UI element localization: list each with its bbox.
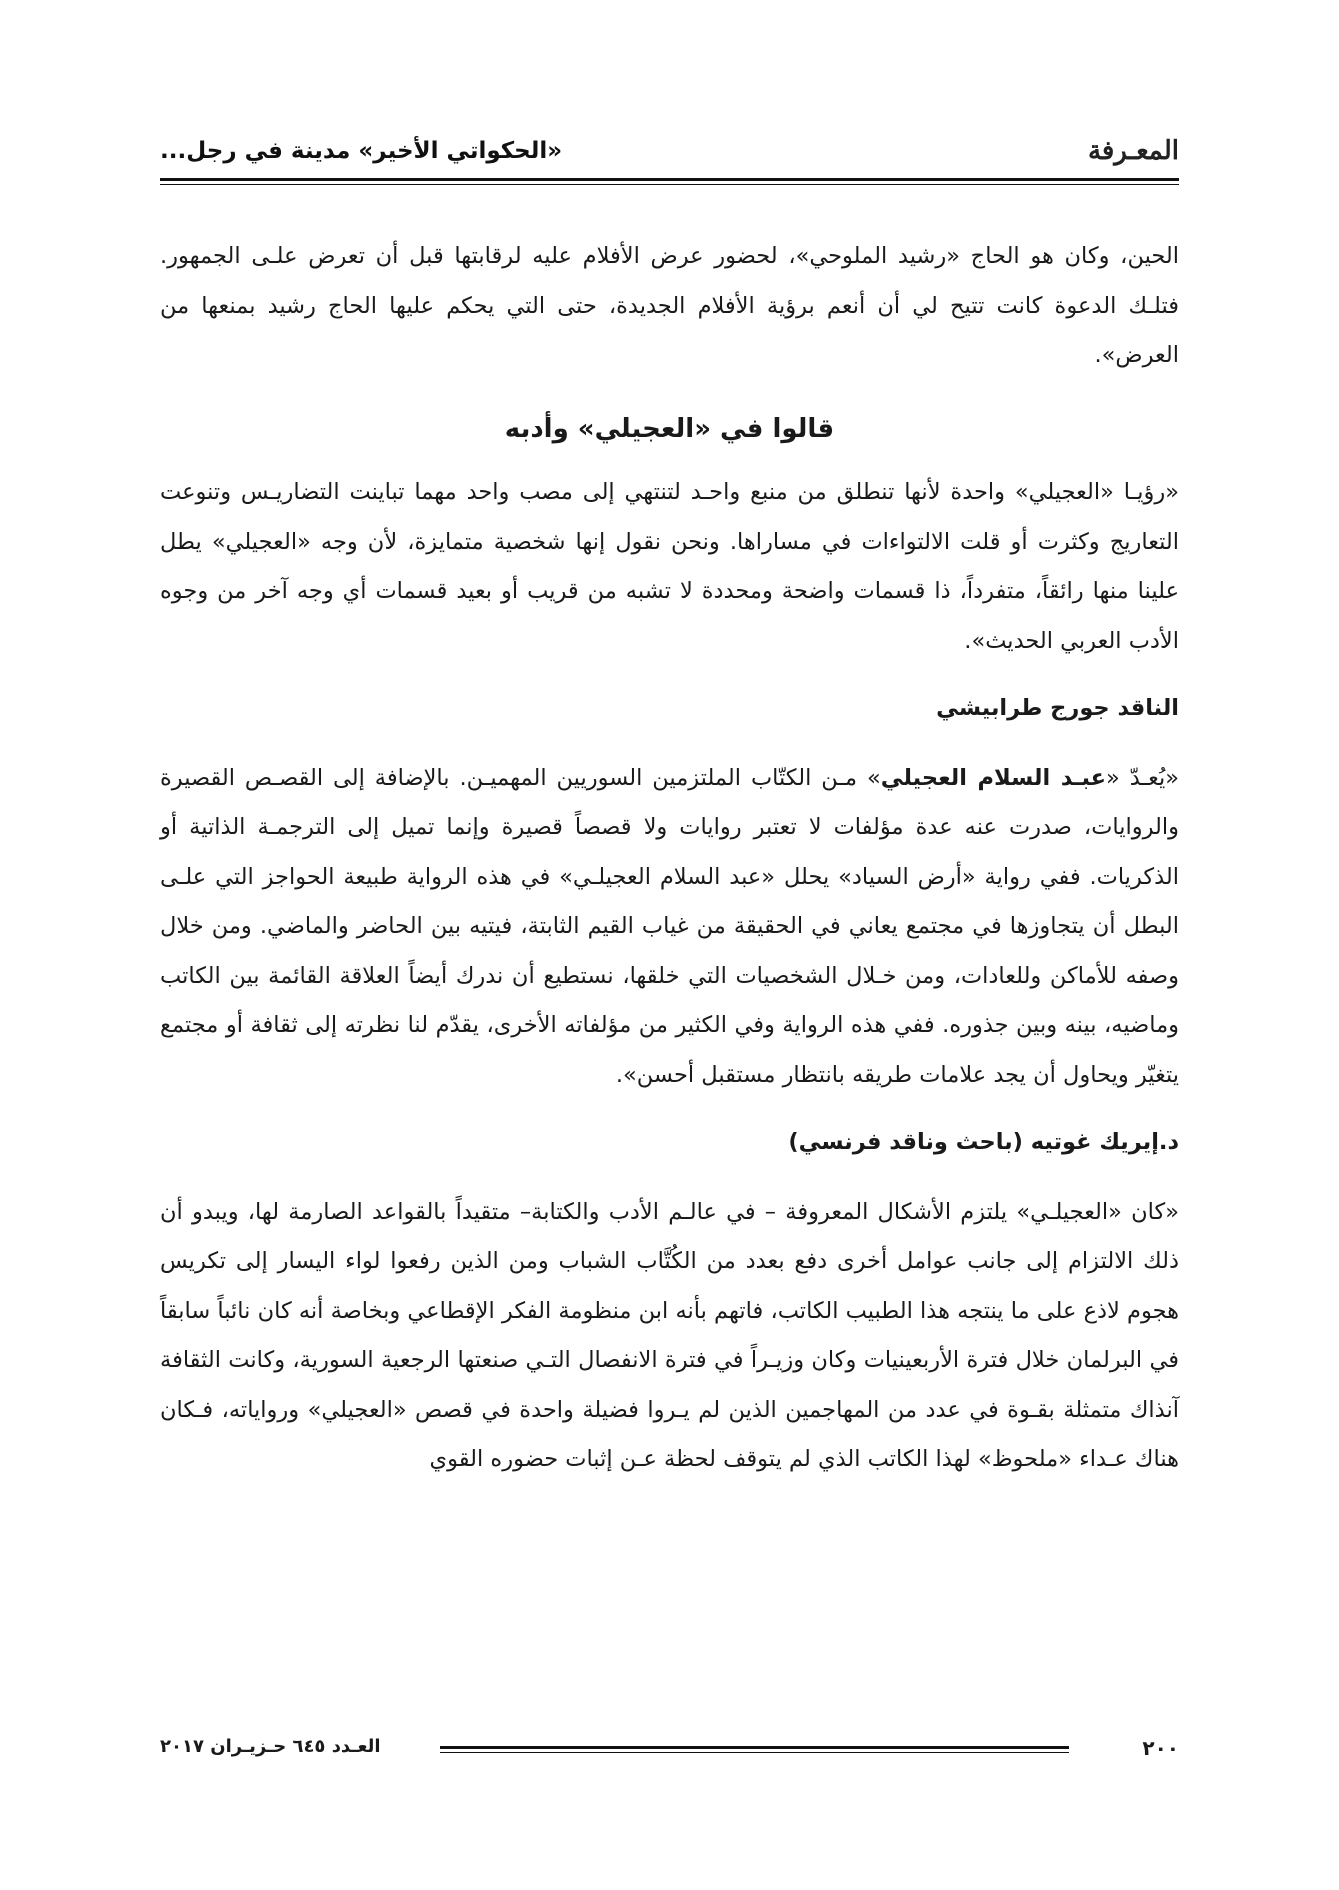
attribution-gauthier: د.إيريك غوتيه (باحث وناقد فرنسي): [788, 1129, 1179, 1155]
footer-rule-thin: [440, 1752, 1069, 1753]
quote-gauthier-start: «يُعـدّ «: [1106, 764, 1180, 791]
section-heading: قالوا في «العجيلي» وأدبه: [504, 413, 835, 444]
magazine-logo: المعـرفة: [1087, 136, 1179, 166]
author-name-bold: عبـد السلام العجيلي: [880, 764, 1107, 791]
running-header: [160, 126, 1179, 176]
page-footer: [160, 1736, 1179, 1766]
issue-info: العـدد ٦٤٥ حـزيـران ٢٠١٧: [160, 1736, 381, 1757]
paragraph-1: الحين، وكان هو الحاج «رشيد الملوحي»، لحضور عرض الأفلام عليه لرقابتها قبل أن تعرض علـى الجمهور. فتلـك الدعوة كانت تتيح لي أن أنعم برؤية الأفلام الجديدة، حتى التي يحكم عليها الحاج رشيد بمنعها من العرض».: [160, 243, 1179, 368]
attribution-tarabishi: الناقد جورج طرابيشي: [936, 695, 1179, 721]
quote-gauthier-rest: » مـن الكتّاب الملتزمين السوريين المهميـن. بالإضافة إلى القصـص القصيرة والروايات، صدرت عنه عدة مؤلفات لا تعتبر روايات ولا قصصاً قصيرة وإنما تميل إلى الترجمـة الذاتية أو الذكريات. ففي رواية «أرض السياد» يحلل «عبد السلام العجيلـي» في هذه الرواية طبيعة الحواجز التي علـى البطل أن يتجاوزها في مجتمع يعاني في الحقيقة من غياب القيم الثابتة، فيتيه بين الحاضر والماضي. ومن خلال وصفه للأماكن وللعادات، ومن خـلال الشخصيات التي خلقها، نستطيع أن ندرك أيضاً العلاقة القائمة بين الكاتب وماضيه، بينه وبين جذوره. ففي هذه الرواية وفي الكثير من مؤلفاته الأخرى، يقدّم لنا نظرته إلى ثقافة أو مجتمع يتغيّر ويحاول أن يجد علامات طريقه بانتظار مستقبل أحسن».: [160, 764, 1179, 1088]
header-rule-thick: [160, 178, 1179, 181]
article-running-title: «الحكواتي الأخير» مدينة في رجل...: [160, 138, 563, 164]
page-number: ٢٠٠: [1142, 1736, 1179, 1760]
header-rule-thin: [160, 184, 1179, 185]
footer-rule-thick: [440, 1746, 1069, 1749]
quote-gauthier: [160, 754, 1179, 1101]
article-body: [160, 232, 1179, 1485]
paragraph-4: «كان «العجيلـي» يلتزم الأشكال المعروفة – في عالـم الأدب والكتابة– متقيداً بالقواعد الصارمة لها، ويبدو أن ذلك الالتزام إلى جانب عوامل أخرى دفع بعدد من الكُتَّاب الشباب ومن الذين رفعوا لواء اليسار إلى تكريس هجوم لاذع على ما ينتجه هذا الطبيب الكاتب، فاتهم بأنه ابن منظومة الفكر الإقطاعي وبخاصة أنه كان نائباً سابقاً في البرلمان خلال فترة الأربعينيات وكان وزيـراً في فترة الانفصال التـي صنعتها الرجعية السورية، وكانت الثقافة آنذاك متمثلة بقـوة في عدد من المهاجمين الذين لم يـروا فضيلة واحدة في قصص «العجيلي» ورواياته، فـكان هناك عـداء «ملحوظ» لهذا الكاتب الذي لم يتوقف لحظة عـن إثبات حضوره القوي: [160, 1198, 1179, 1472]
quote-tarabishi: «رؤيـا «العجيلي» واحدة لأنها تنطلق من منبع واحـد لتنتهي إلى مصب واحد مهما تباينت التضاريـس وتنوعت التعاريج وكثرت أو قلت الالتواءات في مساراها. ونحن نقول إنها شخصية متمايزة، لأن وجه «العجيلي» يطل علينا منها رائقاً، متفرداً، ذا قسمات واضحة ومحددة لا تشبه من قريب أو بعيد قسمات أي وجه آخر من وجوه الأدب العربي الحديث».: [160, 479, 1179, 654]
